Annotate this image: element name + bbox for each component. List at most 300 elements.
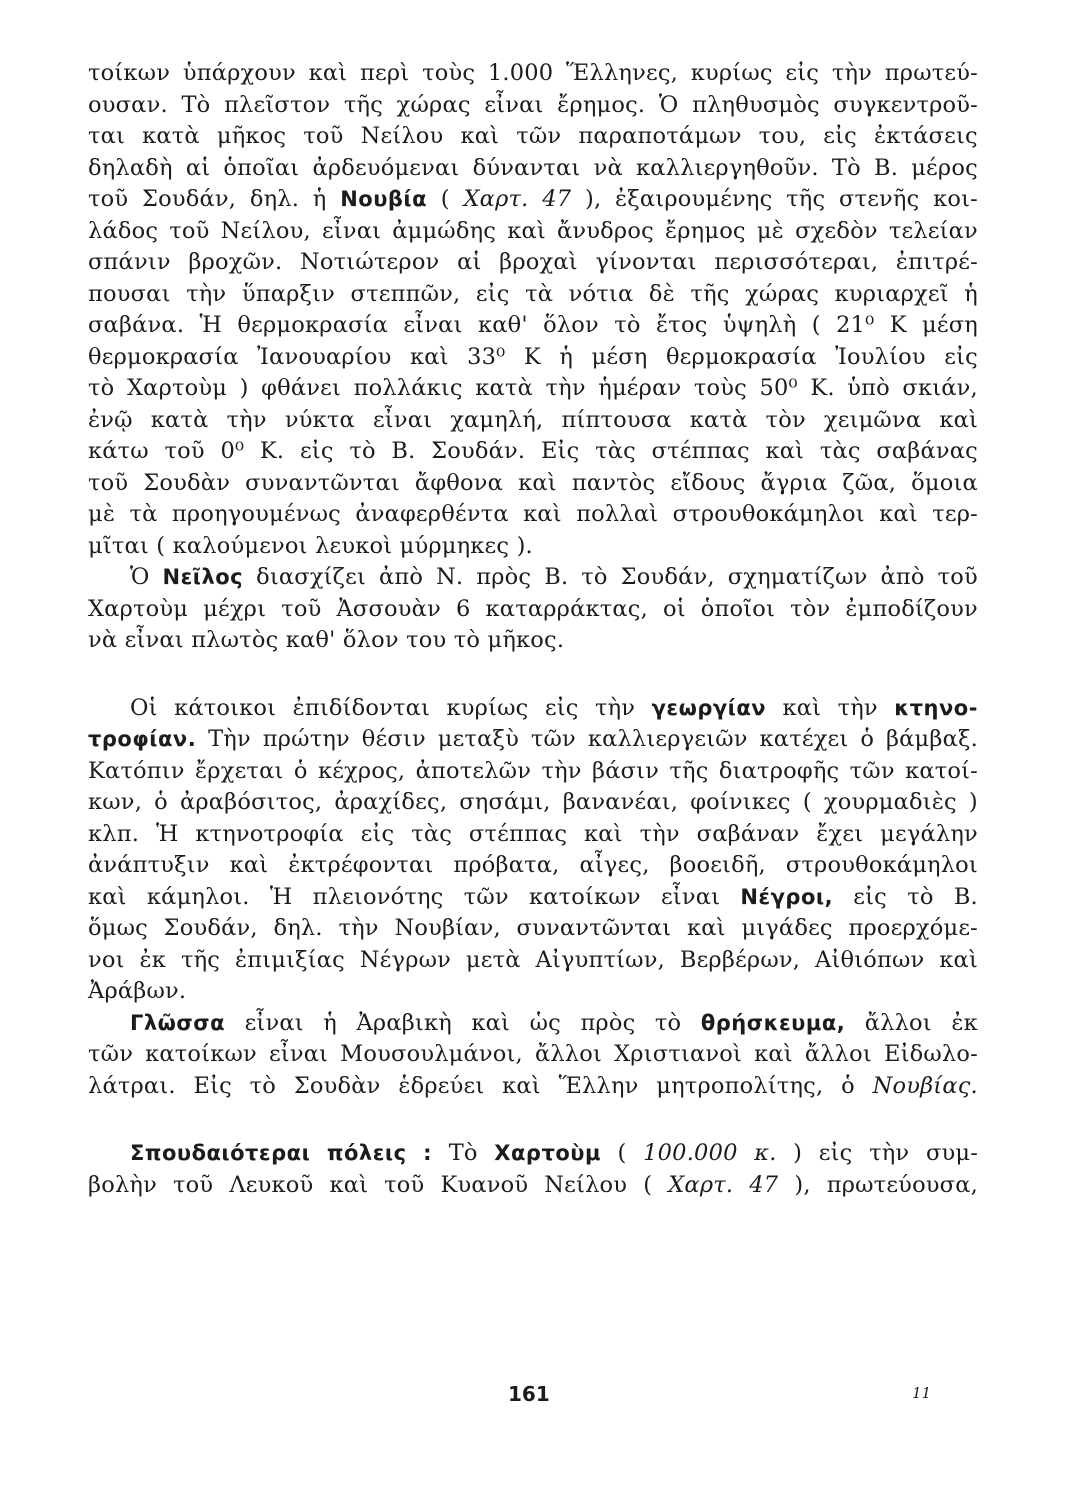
word: 33⁰ [467, 343, 506, 370]
word: ἀποτελῶν [415, 757, 532, 784]
word: τοῦ [173, 1171, 214, 1198]
word: τὴν [869, 1140, 910, 1166]
word: Β. [544, 564, 569, 590]
word: ἡ [964, 280, 978, 307]
word: Οἱ [130, 694, 158, 721]
paragraph-cities [88, 1138, 978, 1201]
word: Γλῶσσα [130, 1010, 226, 1035]
word: οἱ [662, 595, 686, 622]
word: ἀπὸ [378, 564, 424, 590]
word: Κ [523, 343, 541, 370]
word: κατὰ [689, 406, 748, 433]
word: Αἰγυπτίων, [535, 946, 665, 973]
word: πλειονότης [312, 883, 444, 910]
word: συναντῶνται [516, 915, 672, 941]
word: πόλεις [326, 1141, 407, 1165]
word: ὅμοια [911, 469, 978, 496]
word: Νουβίας. [872, 1072, 978, 1099]
word: καθ' [477, 312, 528, 338]
word: τῆς [343, 91, 384, 118]
word: τὸ [88, 375, 115, 401]
word: Νέγρων [359, 946, 452, 973]
word: περὶ [360, 60, 410, 86]
text-line [88, 913, 978, 945]
word: τὴν [639, 820, 680, 847]
word: ) [793, 1140, 803, 1166]
word: Ἀραβικὴ [356, 1009, 452, 1036]
word: θρήσκευμα, [700, 1010, 846, 1035]
word: δὲ [648, 280, 675, 307]
word: νὰ [593, 154, 623, 181]
word: τοῦ [169, 217, 210, 244]
word: τὴν [541, 757, 582, 784]
word: δηλ. [273, 915, 323, 941]
word: Ἀράβων. [88, 978, 187, 1004]
word: τοῦ [281, 595, 322, 622]
word: 6 [455, 595, 471, 622]
word: Νοτιώτερον [300, 249, 440, 275]
word: τὸν [790, 595, 831, 622]
text-line [88, 976, 978, 1008]
word: καλούμενοι [172, 532, 308, 559]
word: δύνανται [472, 154, 581, 181]
word: ἐκ [139, 946, 167, 973]
word: 50⁰ [759, 375, 798, 401]
paragraph-language-religion [88, 1008, 978, 1103]
text-line [88, 819, 978, 851]
word: ὁ [841, 1072, 855, 1099]
word: 47 [749, 1171, 779, 1198]
word: τῶν [849, 757, 895, 784]
word: Μουσουλμάνοι, [340, 1041, 523, 1067]
word: Νείλου, [220, 217, 311, 244]
word: Κ [889, 312, 907, 338]
word: μητροπολίτης, [656, 1072, 824, 1099]
word: τῆς [786, 186, 826, 212]
word: κάμηλοι. [146, 883, 250, 910]
text-line [88, 184, 978, 216]
word: λάτραι. [88, 1072, 176, 1099]
word: θέσιν [361, 726, 426, 752]
word: τοὺς [693, 375, 747, 401]
word: ( [802, 789, 812, 815]
word: ἔτος [656, 312, 708, 338]
text-line [88, 1170, 978, 1202]
word: μετὰ [465, 946, 521, 973]
word: προηγουμένως [171, 501, 341, 527]
word: τὰς [595, 438, 636, 464]
word: κατὰ [150, 406, 209, 433]
word: ), [584, 186, 602, 212]
word: ἡ [559, 343, 574, 370]
word: θερμοκρασία [237, 312, 389, 338]
word: μέρος [911, 154, 978, 181]
word: εἶναι [124, 627, 184, 653]
word: καλλιεργειῶν [587, 726, 748, 752]
word: στέππας [651, 438, 750, 464]
word: κατὰ [142, 123, 200, 149]
text-line [88, 342, 978, 374]
word: τερ- [932, 501, 978, 527]
word: ( [811, 312, 821, 338]
word: μῆκος. [487, 627, 565, 653]
word: ὑψηλὴ [722, 312, 797, 338]
word: κατὰ [475, 375, 533, 401]
word: λάδος [88, 217, 159, 244]
word: ἐκτρέφονται [288, 852, 434, 878]
word: καὶ [471, 1009, 511, 1036]
text-line [88, 882, 978, 914]
word: ἐκτάσεις [874, 123, 978, 149]
text-line [88, 1008, 978, 1040]
word: κέχρος, [317, 757, 406, 784]
word: θερμοκρασία [88, 343, 239, 370]
word: ἐνῷ [88, 406, 133, 433]
word: Κ. [259, 438, 285, 464]
word: τὴν [837, 694, 878, 721]
word: ἑδρεύει [398, 1072, 485, 1099]
word: ), [794, 1171, 811, 1198]
text-line [88, 756, 978, 788]
word: Ἕλλην [558, 1072, 639, 1099]
word: εἴδους [670, 469, 746, 496]
word: λευκοὶ [315, 532, 393, 559]
word: Εἰς [193, 1072, 232, 1099]
word: θερμοκρασία [665, 343, 817, 370]
paragraph-economy [88, 693, 978, 1008]
word: 0⁰ [220, 438, 245, 464]
word: μέση [922, 312, 978, 338]
word: κυρίως [690, 60, 773, 86]
word: αἱ [457, 249, 482, 275]
word: καὶ [329, 1171, 369, 1198]
word: πλεῖστον [224, 91, 331, 118]
word: φοίνικες [690, 789, 791, 815]
word: κυρίως [446, 694, 529, 721]
word: Κατόπιν [88, 757, 185, 784]
word: εἰς [360, 820, 395, 847]
word: σκιάν, [902, 375, 978, 401]
word: ουσαν. [88, 91, 168, 118]
word: αἱ [185, 154, 211, 181]
word: καὶ [409, 343, 449, 370]
word: Σουδὰν [293, 1072, 381, 1099]
word: εἶναι [244, 1009, 304, 1036]
word: Τὴν [208, 726, 251, 752]
word: τῶν [88, 1041, 134, 1067]
word: τὴν [545, 375, 586, 401]
word: ὅλον [342, 627, 399, 653]
word: ἔρχεται [195, 757, 284, 784]
word: καὶ [939, 946, 978, 973]
word: καθ' [285, 627, 336, 653]
word: Ν. [436, 564, 464, 590]
word: καὶ [879, 501, 918, 527]
word: ( [440, 186, 450, 212]
word: ται [88, 123, 126, 149]
text-line [88, 310, 978, 342]
word: Χριστιανοὶ [614, 1041, 743, 1067]
text-line [88, 787, 978, 819]
word: κλπ. [88, 820, 140, 847]
word: ἀπὸ [880, 564, 925, 590]
word: Σουδάν. [431, 438, 526, 464]
word: διατροφῆς [718, 757, 840, 784]
text-line [88, 499, 978, 531]
word: πρώτην [262, 726, 350, 752]
word: πληθυσμὸς [692, 91, 820, 118]
word: εἶναι [268, 1041, 329, 1067]
word: τοῦ [88, 469, 129, 496]
word: κάτοικοι [174, 694, 277, 721]
word: ἄλλοι [864, 1009, 932, 1036]
word: εἶναι [660, 883, 721, 910]
word: 47 [542, 186, 572, 212]
word: ἡμέραν [598, 375, 682, 401]
text-line [88, 373, 978, 405]
word: νύκτα [284, 406, 355, 433]
word: στρουθοκάμηλοι [785, 852, 978, 878]
word: πρὸς [476, 564, 532, 590]
word: νοι [88, 946, 125, 973]
word: τῆς [669, 757, 709, 784]
word: τῶν [530, 726, 576, 752]
text-line [88, 562, 978, 594]
word: ὁποῖαι [223, 154, 300, 181]
page-body [88, 58, 978, 1201]
word: νότια [568, 280, 634, 307]
word: ἐξαιρουμένης [615, 186, 773, 212]
word: κατοίκων [145, 1041, 257, 1067]
word: παντὸς [571, 469, 656, 496]
word: ὑπὸ [847, 375, 890, 401]
page-footer [0, 1382, 1090, 1412]
word: ἄλλοι [804, 1041, 872, 1067]
word: Κ. [810, 375, 835, 401]
word: κ. [754, 1140, 777, 1166]
word: ἐκ [951, 1009, 978, 1036]
word: Ἰουλίου [835, 343, 926, 370]
word: μύρμηκες [399, 532, 510, 559]
word: κατέχει [759, 726, 849, 752]
word: μῆκος [216, 123, 287, 149]
word: Χαρτοὺμ [126, 375, 228, 401]
word: ἔρημος [664, 217, 746, 244]
page-number: 161 [508, 1382, 550, 1406]
text-line [88, 1138, 978, 1170]
word: Σουδάν, [620, 564, 715, 590]
word: εἰς [785, 60, 820, 86]
word: Νουβίαν, [394, 915, 501, 941]
word: βολὴν [88, 1171, 157, 1198]
word: χώρας [745, 280, 820, 307]
text-line [88, 121, 978, 153]
word: βάσιν [592, 757, 660, 784]
word: ἄλλοι [534, 1041, 603, 1067]
text-line [88, 405, 978, 437]
word: Ἕλληνες, [566, 60, 678, 86]
paragraph-gap [88, 1102, 978, 1138]
word: ἡ [312, 186, 327, 212]
word: αἶγες, [579, 852, 650, 878]
word: ὅμως [88, 915, 148, 941]
word: καὶ [523, 501, 562, 527]
word: στεππῶν, [350, 280, 461, 307]
text-line [88, 1071, 978, 1103]
word: Κυανοῦ [440, 1171, 529, 1198]
word: καὶ [765, 438, 805, 464]
word: εἶναι [484, 91, 544, 118]
word: καὶ [229, 852, 269, 878]
word: τῆς [180, 946, 221, 973]
word: κτηνοτροφία [195, 820, 344, 847]
word: εἰς [299, 438, 334, 464]
word: εἰς [853, 883, 887, 910]
word: πουσαι [88, 280, 171, 307]
word: βάμβαξ. [885, 726, 978, 752]
word: καὶ [502, 1072, 541, 1099]
word: βροχῶν. [188, 249, 283, 275]
word: Σουδὰν [143, 469, 231, 496]
text-line [88, 468, 978, 500]
text-line [88, 90, 978, 122]
word: ἄνυδρος [557, 217, 654, 244]
word: τὸν [765, 406, 806, 433]
word: τοῦ [88, 186, 129, 212]
word: εἶναι [321, 217, 382, 244]
word: τὰ [129, 501, 158, 527]
word: ἄγρια [760, 469, 828, 496]
word: πρόβατα, [453, 852, 560, 878]
word: παραποτάμων [578, 123, 742, 149]
word: πρὸς [580, 1009, 636, 1036]
word: Χαρτ. [668, 1171, 734, 1198]
word: καὶ [88, 883, 127, 910]
word: : [423, 1141, 433, 1165]
word: ὑπάρχουν [182, 60, 296, 86]
word: τοῦ [164, 438, 205, 464]
word: καὶ [584, 820, 623, 847]
word: τὴν [594, 694, 636, 721]
word: Τὸ [831, 154, 861, 181]
word: Τὸ [448, 1140, 478, 1166]
word: Αἰθιόπων [815, 946, 925, 973]
word: πλωτὸς [191, 627, 279, 653]
text-line [88, 850, 978, 882]
word: εἶναι [403, 312, 463, 338]
word: ἡ [323, 1009, 337, 1036]
word: μῖται [88, 532, 149, 559]
word: τὴν [338, 915, 379, 941]
text-line [88, 58, 978, 90]
word: ἀραβόσιτος, [179, 789, 323, 815]
word: τῶν [516, 123, 562, 149]
word: του, [758, 123, 807, 149]
text-line [88, 724, 978, 756]
word: εἰς [818, 1140, 853, 1166]
word: Χαρτοὺμ [494, 1141, 601, 1165]
word: στέππας [468, 820, 568, 847]
word: χαμηλή, [450, 406, 544, 433]
text-line [88, 1039, 978, 1071]
word: σησάμι, [459, 789, 551, 815]
word: ἀραχίδες, [334, 789, 448, 815]
word: Εἰς [540, 438, 580, 464]
word: ὡς [529, 1009, 561, 1036]
word: ἐπιτρέ- [895, 249, 978, 275]
word: μὲ [756, 217, 784, 244]
word: τὸ [907, 883, 934, 910]
word: βροχαὶ [499, 249, 578, 275]
word: τὴν [226, 406, 267, 433]
word: τοίκων [88, 60, 171, 86]
word: πολλάκις [353, 375, 463, 401]
signature-mark: 11 [912, 1384, 932, 1402]
word: Β. [953, 883, 978, 910]
word: πρωτεύ- [884, 60, 978, 86]
word: σχηματίζων [727, 564, 868, 590]
word: τροφίαν. [88, 727, 197, 751]
word: τοῦ [303, 123, 344, 149]
word: βοοειδῆ, [669, 852, 766, 878]
word: ὁ [293, 757, 308, 784]
word: ὁ [154, 789, 168, 815]
word: 1.000 [487, 60, 554, 86]
word: μεταξὺ [437, 726, 519, 752]
paragraph-climate [88, 58, 978, 562]
word: Νείλου [544, 1171, 628, 1198]
word: χειμῶνα [823, 406, 922, 433]
word: Τὸ [181, 91, 211, 118]
word: πολλαὶ [576, 501, 659, 527]
word: κάτω [88, 438, 149, 464]
word: Νέγροι, [740, 884, 834, 909]
word: καλλιεργηθοῦν. [635, 154, 819, 181]
word: Βερβέρων, [679, 946, 801, 973]
word: καὶ [687, 915, 726, 941]
word: εἰς [544, 694, 579, 721]
word: ἀνάπτυξιν [88, 852, 210, 878]
word: Σουδάν, [163, 915, 258, 941]
paragraph-gap [88, 657, 978, 693]
word: καὶ [507, 217, 546, 244]
word: προερχόμε- [848, 915, 978, 941]
word: εἰς [944, 343, 978, 370]
word: σαβάνας [876, 438, 978, 464]
word: ὁποῖοι [700, 595, 776, 622]
word: Λευκοῦ [229, 1171, 314, 1198]
word: στενῆς [838, 186, 920, 212]
word: συμ- [925, 1140, 978, 1166]
word: τὸ [249, 1072, 277, 1099]
word: τοῦ [384, 1171, 425, 1198]
word: 100.000 [643, 1140, 738, 1166]
word: τῶν [463, 883, 509, 910]
word: Χαρτ. [463, 186, 529, 212]
word: σαβάναν [696, 820, 800, 847]
paragraph-nile [88, 562, 978, 657]
word: σχεδὸν [795, 217, 878, 244]
word: φθάνει [261, 375, 342, 401]
word: ἐπιδίδονται [292, 694, 431, 721]
word: ) [239, 375, 249, 401]
word: Ἰανουαρίου [257, 343, 392, 370]
word: ὕπαρξιν [241, 280, 336, 307]
word: Ἀσσουὰν [336, 595, 441, 622]
text-line [88, 531, 978, 563]
word: ( [617, 1140, 627, 1166]
word: εἰς [475, 280, 510, 307]
